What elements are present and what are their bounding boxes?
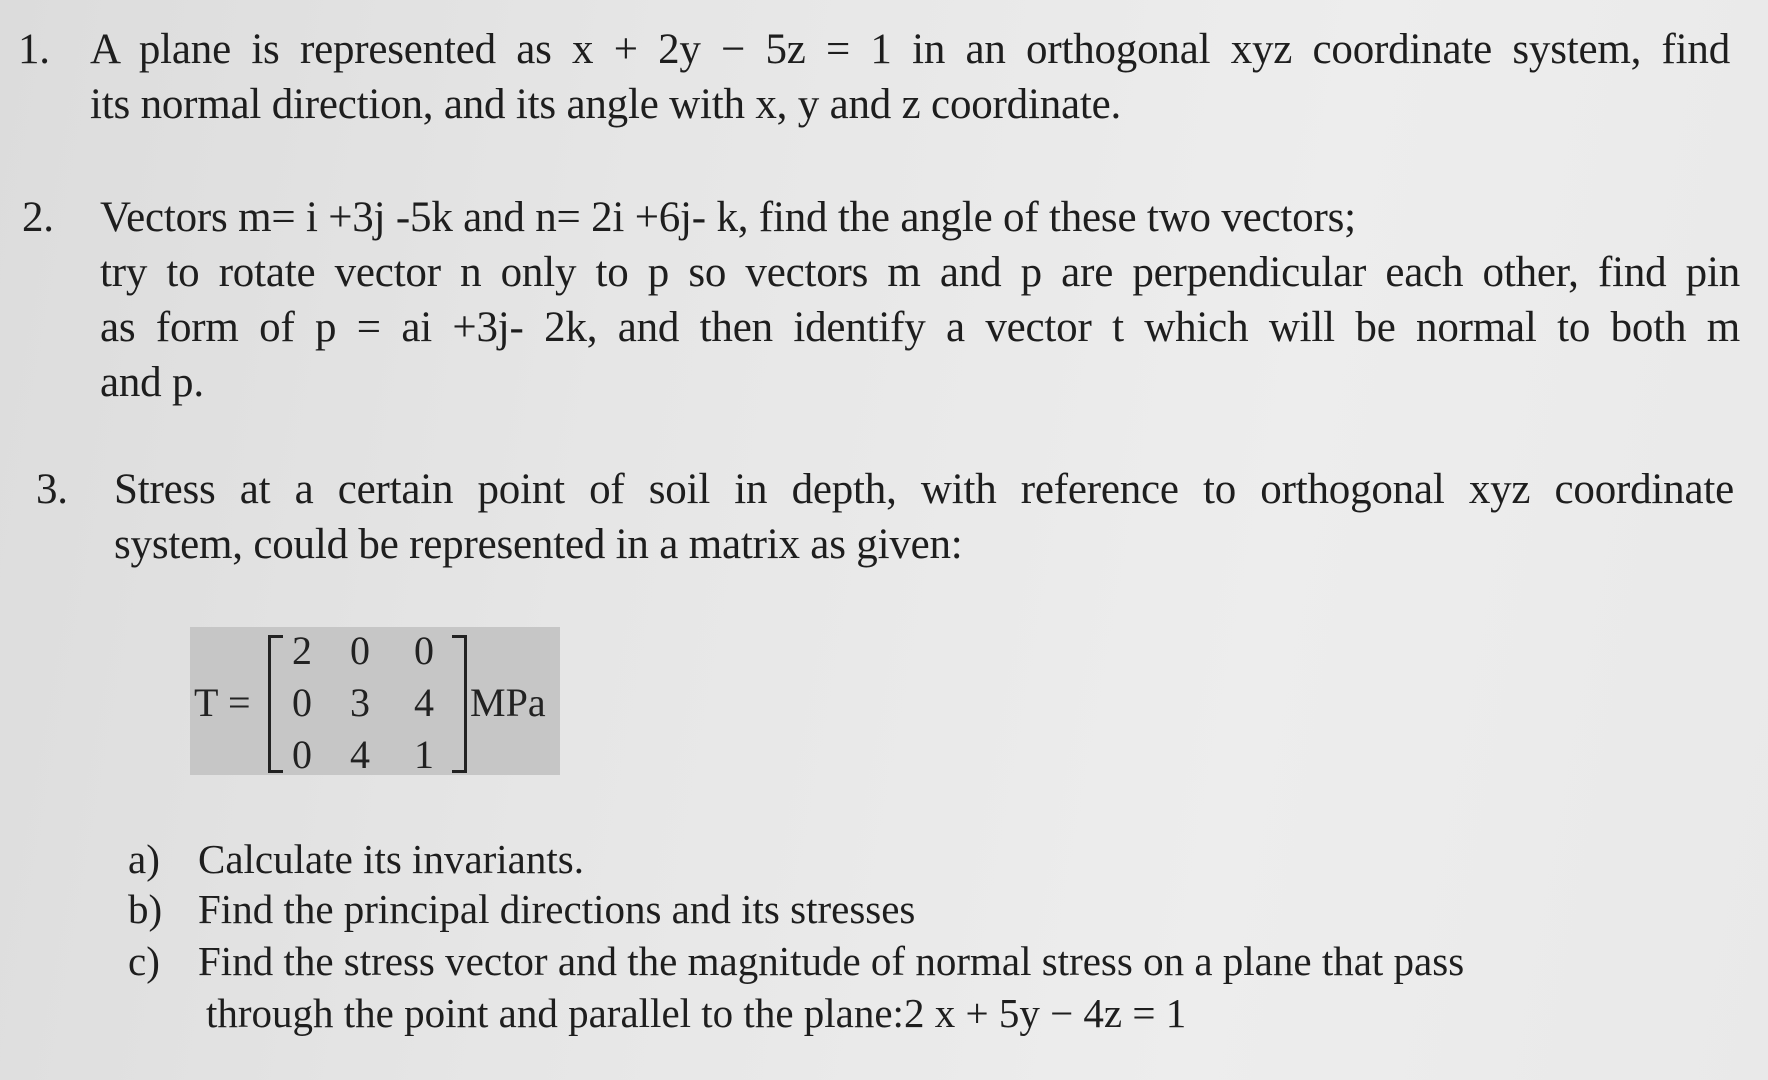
- subpart-text: Find the principal directions and its stresses: [198, 886, 916, 932]
- matrix-label: T: [194, 680, 219, 725]
- matrix-unit: MPa: [470, 680, 546, 725]
- matrix-cell: 3: [350, 680, 370, 725]
- matrix-equals: =: [228, 680, 251, 725]
- subpart-text: Calculate its invariants.: [198, 836, 584, 882]
- question-line: its normal direction, and its angle with x, y and z coordinate.: [90, 81, 1122, 128]
- right-bracket: [452, 635, 467, 773]
- question-text: [90, 22, 1730, 132]
- subpart-label: c): [128, 938, 160, 984]
- question-text: [100, 190, 1740, 410]
- matrix-cell: 0: [292, 680, 312, 725]
- question-line: and p.: [100, 359, 204, 406]
- subpart-text: through the point and parallel to the plane:2 x + 5y − 4z = 1: [206, 990, 1187, 1036]
- matrix-cell: 4: [414, 680, 434, 725]
- subpart-label: b): [128, 886, 163, 932]
- matrix-cell: 2: [292, 628, 312, 673]
- matrix-cell: 0: [414, 628, 434, 673]
- matrix-cell: 1: [414, 732, 434, 777]
- question-line: try to rotate vector n only to p so vectors m and p are perpendicular each other, find pin: [100, 249, 1740, 296]
- subpart-text: Find the stress vector and the magnitude of normal stress on a plane that pass: [198, 938, 1465, 984]
- matrix-cell: 4: [350, 732, 370, 777]
- question-line: Stress at a certain point of soil in depth, with reference to orthogonal xyz coordinate: [114, 466, 1734, 513]
- left-bracket: [268, 635, 283, 773]
- matrix-cell: 0: [292, 732, 312, 777]
- question-number: 3.: [36, 466, 68, 513]
- matrix-cell: 0: [350, 628, 370, 673]
- question-text: [114, 462, 1734, 572]
- question-line: A plane is represented as x + 2y − 5z = 1 in an orthogonal xyz coordinate system, find: [90, 26, 1730, 73]
- question-line: as form of p = ai +3j- 2k, and then identify a vector t which will be normal to both m: [100, 304, 1740, 351]
- question-number: 2.: [22, 194, 54, 241]
- question-line: Vectors m= i +3j -5k and n= 2i +6j- k, find the angle of these two vectors;: [100, 194, 1356, 241]
- subpart-label: a): [128, 836, 160, 882]
- stress-matrix: [190, 627, 560, 775]
- question-number: 1.: [18, 26, 50, 73]
- question-line: system, could be represented in a matrix as given:: [114, 521, 963, 568]
